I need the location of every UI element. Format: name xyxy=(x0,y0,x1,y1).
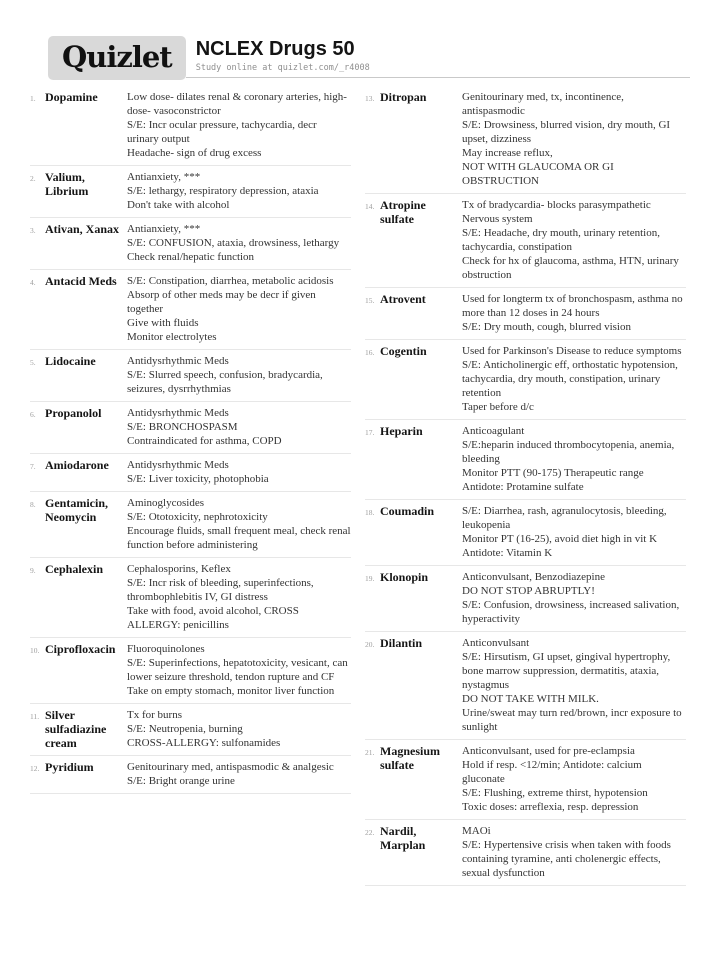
description-line: Take on empty stomach, monitor liver function xyxy=(127,685,335,697)
entry-row xyxy=(365,86,686,194)
entry-number: 15. xyxy=(365,296,375,305)
drug-name: Cephalexin xyxy=(45,562,104,576)
entry-number: 22. xyxy=(365,828,375,837)
description-line: Cephalosporins, Keflex xyxy=(127,563,231,575)
description-line: Genitourinary med, antispasmodic & analgesic xyxy=(127,761,334,773)
drug-name: Coumadin xyxy=(380,504,435,518)
entry-row xyxy=(365,566,686,632)
description-line: S/E: Incr risk of bleeding, superinfections, thrombophlebitis IV, GI distress xyxy=(127,577,314,603)
description-line: Antidysrhythmic Meds xyxy=(127,355,229,367)
drug-description xyxy=(127,708,351,750)
drug-description xyxy=(127,760,351,788)
drug-description xyxy=(462,424,686,494)
drug-description xyxy=(462,198,686,282)
drug-name: Ditropan xyxy=(380,90,427,104)
entry-number: 3. xyxy=(30,226,36,235)
description-line: Aminoglycosides xyxy=(127,497,204,509)
drug-description xyxy=(127,562,351,632)
drug-name: Amiodarone xyxy=(45,458,109,472)
entry-number: 21. xyxy=(365,748,375,757)
entry-row xyxy=(30,558,351,638)
entry-row xyxy=(30,86,351,166)
drug-name: Ciprofloxacin xyxy=(45,642,116,656)
description-line: S/E: Ototoxicity, nephrotoxicity xyxy=(127,511,268,523)
description-line: MAOi xyxy=(462,825,491,837)
description-line: CROSS-ALLERGY: sulfonamides xyxy=(127,737,281,749)
drug-name: Pyridium xyxy=(45,760,94,774)
entry-number: 7. xyxy=(30,462,36,471)
description-line: Low dose- dilates renal & coronary arteries, high-dose- vasoconstrictor xyxy=(127,91,347,117)
description-line: S/E: Headache, dry mouth, urinary retention, tachycardia, constipation xyxy=(462,227,660,253)
entry-row xyxy=(30,704,351,756)
entry-row xyxy=(30,454,351,492)
entry-row xyxy=(30,218,351,270)
description-line: Give with fluids xyxy=(127,317,199,329)
entry-row xyxy=(30,402,351,454)
description-line: Headache- sign of drug excess xyxy=(127,147,262,159)
entry-row xyxy=(365,500,686,566)
drug-description xyxy=(127,274,351,344)
description-line: Antidysrhythmic Meds xyxy=(127,459,229,471)
description-line: S/E: Anticholinergic eff, orthostatic hypotension, tachycardia, dry mouth, constipation, urinary retention xyxy=(462,359,678,399)
description-line: S/E: Neutropenia, burning xyxy=(127,723,243,735)
drug-name: Gentamicin, Neomycin xyxy=(45,496,108,524)
description-line: Genitourinary med, tx, incontinence, antispasmodic xyxy=(462,91,624,117)
page-subtitle: Study online at quizlet.com/_r4008 xyxy=(195,63,370,73)
entry-number: 14. xyxy=(365,202,375,211)
entry-row xyxy=(30,350,351,402)
description-line: S/E: lethargy, respiratory depression, ataxia xyxy=(127,185,319,197)
entry-row xyxy=(365,740,686,820)
drug-description xyxy=(462,90,686,188)
description-line: NOT WITH GLAUCOMA OR GI OBSTRUCTION xyxy=(462,161,614,187)
description-line: DO NOT TAKE WITH MILK. xyxy=(462,693,599,705)
drug-description xyxy=(127,642,351,698)
drug-name: Dilantin xyxy=(380,636,423,650)
drug-description xyxy=(462,744,686,814)
description-line: May increase reflux, xyxy=(462,147,553,159)
description-line: Urine/sweat may turn red/brown, incr exposure to sunlight xyxy=(462,707,682,733)
description-line: S/E: Drowsiness, blurred vision, dry mouth, GI upset, dizziness xyxy=(462,119,671,145)
drug-description xyxy=(127,496,351,552)
description-line: S/E: CONFUSION, ataxia, drowsiness, lethargy xyxy=(127,237,340,249)
entry-row xyxy=(365,288,686,340)
entry-row xyxy=(365,194,686,288)
page-title: NCLEX Drugs 50 xyxy=(195,38,355,60)
drug-description xyxy=(127,458,351,486)
entry-row xyxy=(365,340,686,420)
entry-number: 12. xyxy=(30,764,40,773)
entry-row xyxy=(365,420,686,500)
entry-number: 2. xyxy=(30,174,36,183)
entry-number: 16. xyxy=(365,348,375,357)
drug-description xyxy=(127,406,351,448)
description-line: Used for longterm tx of bronchospasm, asthma no more than 12 doses in 24 hours xyxy=(462,293,683,319)
description-line: S/E: Constipation, diarrhea, metabolic acidosis xyxy=(127,275,334,287)
entry-number: 6. xyxy=(30,410,36,419)
description-line: Don't take with alcohol xyxy=(127,199,230,211)
drug-name: Magnesium sulfate xyxy=(380,744,440,772)
description-line: Fluoroquinolones xyxy=(127,643,205,655)
entry-number: 9. xyxy=(30,566,36,575)
description-line: Tx of bradycardia- blocks parasympathetic Nervous system xyxy=(462,199,651,225)
drug-description xyxy=(462,344,686,414)
description-line: Antidote: Vitamin K xyxy=(462,547,553,559)
description-line: S/E: Flushing, extreme thirst, hypotension xyxy=(462,787,648,799)
entry-number: 10. xyxy=(30,646,40,655)
entry-number: 11. xyxy=(30,712,40,721)
drug-description xyxy=(462,636,686,734)
description-line: Tx for burns xyxy=(127,709,182,721)
description-line: Contraindicated for asthma, COPD xyxy=(127,435,282,447)
description-line: Antianxiety, *** xyxy=(127,223,201,235)
drug-name: Klonopin xyxy=(380,570,429,584)
entry-row xyxy=(365,820,686,886)
description-line: Absorp of other meds may be decr if given together xyxy=(127,289,316,315)
drug-name: Propanolol xyxy=(45,406,102,420)
description-line: S/E: Incr ocular pressure, tachycardia, decr urinary output xyxy=(127,119,317,145)
drug-description xyxy=(127,170,351,212)
description-line: Anticonvulsant xyxy=(462,637,530,649)
description-line: Anticonvulsant, used for pre-eclampsia xyxy=(462,745,635,757)
description-line: S/E: Liver toxicity, photophobia xyxy=(127,473,269,485)
description-line: Anticoagulant xyxy=(462,425,525,437)
description-line: Toxic doses: arreflexia, resp. depression xyxy=(462,801,639,813)
description-line: S/E: Superinfections, hepatotoxicity, vesicant, can lower seizure threshold, tendon rupture and CF xyxy=(127,657,348,683)
description-line: S/E: Bright orange urine xyxy=(127,775,235,787)
description-line: Used for Parkinson's Disease to reduce symptoms xyxy=(462,345,682,357)
drug-name: Antacid Meds xyxy=(45,274,117,288)
drug-description xyxy=(127,90,351,160)
description-line: S/E: BRONCHOSPASM xyxy=(127,421,238,433)
entry-number: 18. xyxy=(365,508,375,517)
description-line: S/E:heparin induced thrombocytopenia, anemia, bleeding xyxy=(462,439,675,465)
description-line: Hold if resp. <12/min; Antidote: calcium gluconate xyxy=(462,759,642,785)
description-line: Anticonvulsant, Benzodiazepine xyxy=(462,571,605,583)
drug-name: Atropine sulfate xyxy=(380,198,426,226)
drug-description xyxy=(127,354,351,396)
entry-row xyxy=(30,756,351,794)
drug-description xyxy=(462,292,686,334)
description-line: DO NOT STOP ABRUPTLY! xyxy=(462,585,595,597)
drug-description xyxy=(462,570,686,626)
entry-number: 13. xyxy=(365,94,375,103)
description-line: Antidysrhythmic Meds xyxy=(127,407,229,419)
entry-number: 4. xyxy=(30,278,36,287)
drug-name: Heparin xyxy=(380,424,423,438)
entry-number: 17. xyxy=(365,428,375,437)
column-right xyxy=(365,86,686,886)
entry-row xyxy=(30,492,351,558)
entry-row xyxy=(30,166,351,218)
entry-number: 5. xyxy=(30,358,36,367)
description-line: Monitor electrolytes xyxy=(127,331,217,343)
description-line: Taper before d/c xyxy=(462,401,534,413)
quizlet-logo: Quizlet xyxy=(48,36,186,80)
description-line: Monitor PTT (90-175) Therapeutic range xyxy=(462,467,644,479)
description-line: S/E: Dry mouth, cough, blurred vision xyxy=(462,321,631,333)
description-line: S/E: Confusion, drowsiness, increased salivation, hyperactivity xyxy=(462,599,680,625)
entry-row xyxy=(365,632,686,740)
drug-name: Nardil, Marplan xyxy=(380,824,426,852)
description-line: Take with food, avoid alcohol, CROSS ALLERGY: penicillins xyxy=(127,605,299,631)
description-line: S/E: Diarrhea, rash, agranulocytosis, bleeding, leukopenia xyxy=(462,505,667,531)
entry-row xyxy=(30,270,351,350)
entry-number: 20. xyxy=(365,640,375,649)
column-left xyxy=(30,86,351,886)
description-line: Encourage fluids, small frequent meal, check renal function before administering xyxy=(127,525,351,551)
content-columns xyxy=(30,86,686,886)
drug-name: Dopamine xyxy=(45,90,98,104)
description-line: Check renal/hepatic function xyxy=(127,251,255,263)
document-header xyxy=(48,36,690,80)
entry-row xyxy=(30,638,351,704)
drug-description xyxy=(127,222,351,264)
drug-name: Valium, Librium xyxy=(45,170,89,198)
description-line: S/E: Hirsutism, GI upset, gingival hypertrophy, bone marrow suppression, dermatitis, ataxia, nystagmus xyxy=(462,651,671,691)
description-line: S/E: Slurred speech, confusion, bradycardia, seizures, dysrrhythmias xyxy=(127,369,323,395)
drug-name: Cogentin xyxy=(380,344,427,358)
description-line: Monitor PT (16-25), avoid diet high in vit K xyxy=(462,533,658,545)
drug-name: Silver sulfadiazine cream xyxy=(45,708,107,750)
drug-name: Lidocaine xyxy=(45,354,96,368)
description-line: S/E: Hypertensive crisis when taken with foods containing tyramine, anti cholenergic effects, sexual dysfunction xyxy=(462,839,671,879)
drug-description xyxy=(462,824,686,880)
entry-number: 1. xyxy=(30,94,36,103)
title-block xyxy=(186,36,690,78)
entry-number: 19. xyxy=(365,574,375,583)
drug-name: Ativan, Xanax xyxy=(45,222,120,236)
drug-name: Atrovent xyxy=(380,292,426,306)
description-line: Antidote: Protamine sulfate xyxy=(462,481,584,493)
description-line: Check for hx of glaucoma, asthma, HTN, urinary obstruction xyxy=(462,255,679,281)
entry-number: 8. xyxy=(30,500,36,509)
drug-description xyxy=(462,504,686,560)
description-line: Antianxiety, *** xyxy=(127,171,201,183)
